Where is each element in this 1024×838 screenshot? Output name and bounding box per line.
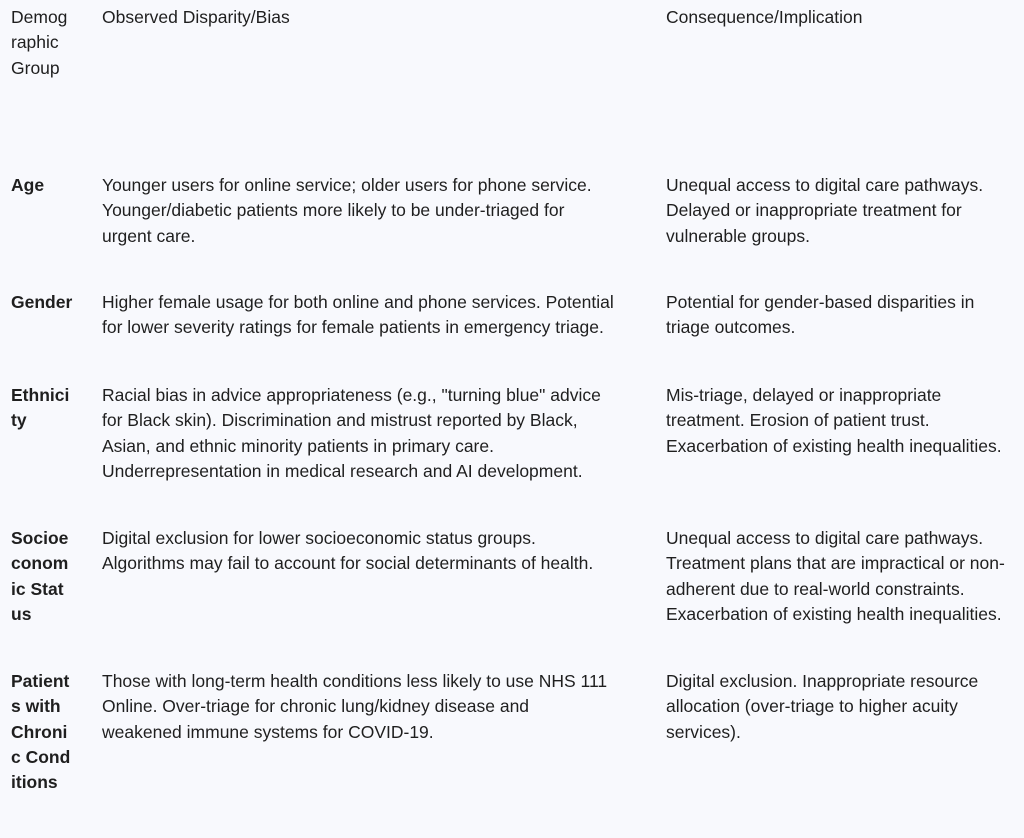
row-age-consequence: Unequal access to digital care pathways. Delayed or inappropriate treatment for vulnerable groups. — [666, 175, 984, 246]
header-observed-disparity: Observed Disparity/Bias — [102, 7, 290, 27]
row-socioeconomic-consequence: Unequal access to digital care pathways. Treatment plans that are impractical or non- adherent due to real-world constraints. Exacerbation of existing health inequalities. — [666, 528, 1005, 624]
row-gender-disparity: Higher female usage for both online and phone services. Potential for lower severity ratings for female patients in emergency triage. — [102, 292, 614, 338]
row-age-disparity: Younger users for online service; older users for phone service. Younger/diabetic patients more likely to be under-triaged for urgent care. — [102, 175, 592, 246]
row-gender-consequence: Potential for gender-based disparities in triage outcomes. — [666, 292, 975, 338]
row-age-group: Age — [11, 175, 45, 195]
row-chronic-consequence: Digital exclusion. Inappropriate resource allocation (over-triage to higher acuity services). — [666, 671, 979, 742]
row-socioeconomic-group: Socioeconomic Status — [11, 528, 69, 624]
row-chronic-group: Patients with Chronic Conditions — [11, 671, 71, 793]
row-ethnicity-disparity: Racial bias in advice appropriateness (e.g., "turning blue" advice for Black skin). Discrimination and mistrust reported by Black, Asian, and ethnic minority patients in primary care. Underrepresentation in medical research and AI development. — [102, 385, 601, 481]
row-chronic-disparity: Those with long-term health conditions less likely to use NHS 111 Online. Over-triage for chronic lung/kidney disease and weakened immune systems for COVID-19. — [102, 671, 608, 742]
row-socioeconomic-disparity: Digital exclusion for lower socioeconomic status groups. Algorithms may fail to account for social determinants of health. — [102, 528, 594, 574]
header-consequence: Consequence/Implication — [666, 7, 863, 27]
header-demographic-group: Demographic Group — [11, 7, 68, 78]
row-ethnicity-consequence: Mis-triage, delayed or inappropriate treatment. Erosion of patient trust. Exacerbation of existing health inequalities. — [666, 385, 1002, 456]
row-gender-group: Gender — [11, 292, 73, 312]
row-ethnicity-group: Ethnicity — [11, 385, 70, 431]
